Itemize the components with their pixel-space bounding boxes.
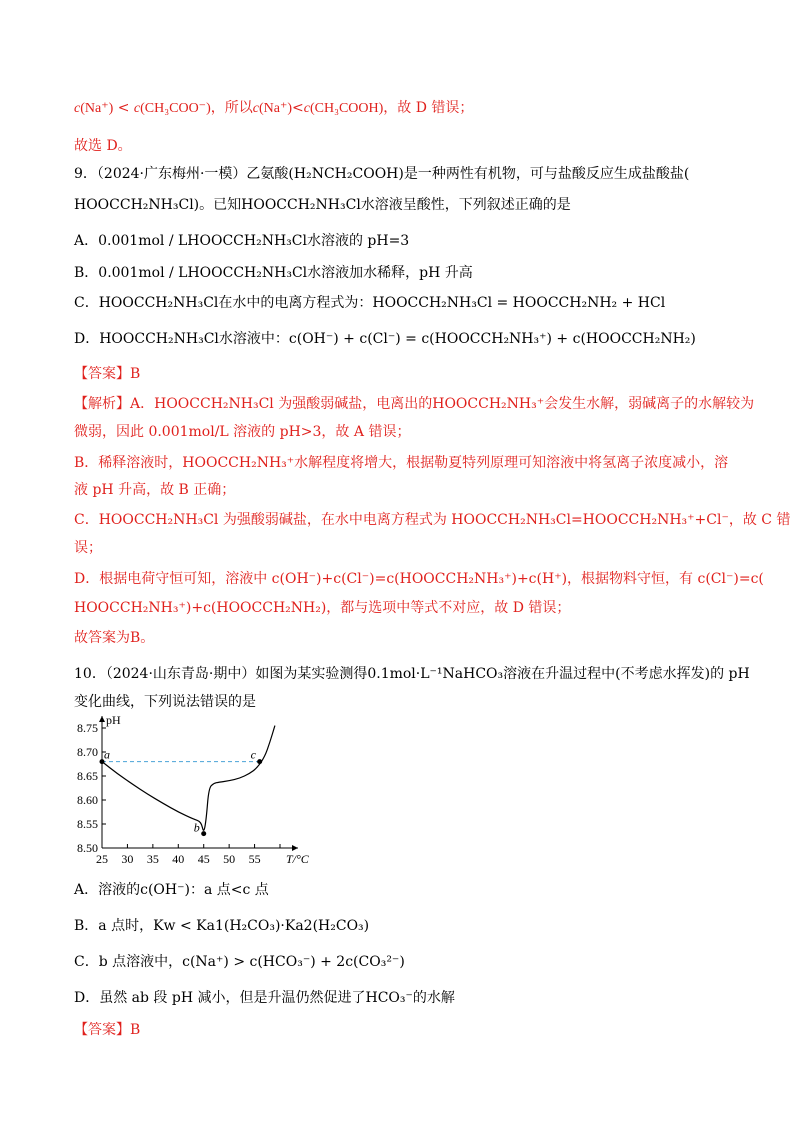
q9-option-d: D．HOOCCH₂NH₃Cl水溶液中：c(OH⁻) + c(Cl⁻) = c(HOOCCH₂NH₃⁺) + c(HOOCCH₂NH₂) — [74, 331, 696, 347]
answer-value: B — [130, 366, 141, 382]
q9-answer — [74, 364, 140, 384]
q9-analysis-line-8: HOOCCH₂NH₃⁺)+c(HOOCCH₂NH₂)，都与选项中等式不对应，故 D 错误； — [74, 600, 571, 616]
point-c — [257, 759, 262, 764]
q9-option-a: A．0.001mol / LHOOCCH₂NH₃Cl水溶液的 pH=3 — [74, 233, 410, 249]
formula: (Na⁺) — [80, 101, 114, 116]
q9-analysis-line-9: 故答案为B。 — [74, 630, 155, 646]
text: ，故 D 错误； — [383, 100, 474, 116]
symbol-c: c — [133, 101, 141, 116]
q10-answer — [74, 1020, 140, 1040]
q9-option-b: B．0.001mol / LHOOCCH₂NH₃Cl水溶液加水稀释，pH 升高 — [74, 265, 473, 281]
chart-points — [100, 759, 263, 836]
chart-labels — [104, 748, 257, 835]
analysis-text: A．HOOCCH₂NH₃Cl 为强酸弱碱盐，电离出的HOOCCH₂NH₃⁺会发生水解，弱碱离子的水解较为 — [130, 396, 755, 412]
formula: (CH₃COO⁻) — [140, 101, 211, 116]
y-tick-label: 8.60 — [77, 793, 98, 807]
x-tick-label: 45 — [197, 852, 210, 866]
symbol-c: c — [252, 101, 259, 116]
prev-conclusion-line — [74, 98, 473, 119]
q9-analysis-line-6: 误； — [74, 540, 102, 556]
analysis-label: 【解析】 — [74, 396, 130, 412]
x-axis-label: T/°C — [286, 852, 309, 866]
symbol-c: c — [303, 101, 310, 116]
point-label-b: b — [193, 820, 200, 835]
q10-stem-line-2: 变化曲线，下列说法错误的是 — [74, 694, 256, 710]
y-tick-label: 8.55 — [77, 817, 98, 831]
ph-curve — [102, 726, 275, 831]
q10-option-b: B．a 点时，Kw < Ka1(H₂CO₃)·Ka2(H₂CO₃) — [74, 918, 370, 934]
q9-analysis-line-5: C．HOOCCH₂NH₃Cl 为强酸弱碱盐，在水中电离方程式为 HOOCCH₂NH₃Cl=HOOCCH₂NH₃⁺+Cl⁻，故 C 错 — [74, 512, 791, 528]
y-tick-label: 8.70 — [77, 745, 98, 759]
q10-option-d: D．虽然 ab 段 pH 减小，但是升温仍然促进了HCO₃⁻的水解 — [74, 990, 455, 1006]
answer-value: B — [130, 1022, 141, 1038]
q9-analysis-line-7: D．根据电荷守恒可知，溶液中 c(OH⁻)+c(Cl⁻)=c(HOOCCH₂NH₃⁺)+c(H⁺)，根据物料守恒，有 c(Cl⁻)=c( — [74, 571, 764, 587]
prev-final-answer: 故选 D。 — [74, 138, 132, 154]
x-tick-label: 30 — [121, 852, 134, 866]
answer-label: 【答案】 — [74, 1022, 130, 1038]
x-tick-label: 50 — [223, 852, 236, 866]
point-label-a: a — [104, 747, 110, 762]
y-axis-arrow — [99, 716, 105, 722]
y-tick-label: 8.75 — [77, 721, 98, 735]
symbol-c: c — [74, 101, 81, 116]
x-axis-arrow — [292, 845, 298, 851]
q9-stem-line-1: 9．（2024·广东梅州·一模）乙氨酸(H₂NCH₂COOH)是一种两性有机物，可与盐酸反应生成盐酸盐( — [74, 166, 690, 182]
x-tick-label: 40 — [172, 852, 185, 866]
formula: (CH₃COOH) — [309, 101, 384, 116]
symbol: < — [113, 100, 134, 116]
q10-option-c: C．b 点溶液中，c(Na⁺) > c(HCO₃⁻) + 2c(CO₃²⁻) — [74, 954, 405, 970]
q9-analysis-line-2: 微弱，因此 0.001mol/L 溶液的 pH>3，故 A 错误； — [74, 424, 411, 440]
ph-temperature-chart — [70, 708, 310, 878]
q9-option-c: C．HOOCCH₂NH₃Cl在水中的电离方程式为：HOOCCH₂NH₃Cl = HOOCCH₂NH₂ + HCl — [74, 295, 666, 311]
x-tick-label: 35 — [146, 852, 159, 866]
answer-label: 【答案】 — [74, 366, 130, 382]
x-tick-label: 55 — [248, 852, 261, 866]
y-tick-label: 8.65 — [77, 769, 98, 783]
q9-analysis-line-4: 液 pH 升高，故 B 正确； — [74, 482, 236, 498]
q10-option-a: A．溶液的c(OH⁻)：a 点<c 点 — [74, 882, 269, 898]
q9-analysis-line-3: B．稀释溶液时，HOOCCH₂NH₃⁺水解程度将增大，根据勒夏特列原理可知溶液中将氢离子浓度减小，溶 — [74, 455, 729, 471]
q9-stem-line-2: HOOCCH₂NH₃Cl)。已知HOOCCH₂NH₃Cl水溶液呈酸性，下列叙述正确的是 — [74, 197, 571, 213]
formula: (Na⁺) — [258, 101, 292, 116]
q10-stem-line-1: 10．（2024·山东青岛·期中）如图为某实验测得0.1mol·L⁻¹NaHCO₃溶液在升温过程中(不考虑水挥发)的 pH — [74, 666, 750, 682]
point-b — [201, 831, 206, 836]
text: ，所以 — [210, 100, 253, 116]
chart-axes — [77, 713, 310, 866]
ph-curve-line — [102, 726, 275, 831]
y-tick-label: 8.50 — [77, 841, 98, 855]
point-label-c: c — [250, 747, 256, 762]
x-tick-label: 25 — [96, 852, 108, 866]
symbol: < — [292, 100, 304, 116]
y-axis-label: pH — [106, 713, 121, 727]
q9-analysis-line-1 — [74, 394, 754, 414]
